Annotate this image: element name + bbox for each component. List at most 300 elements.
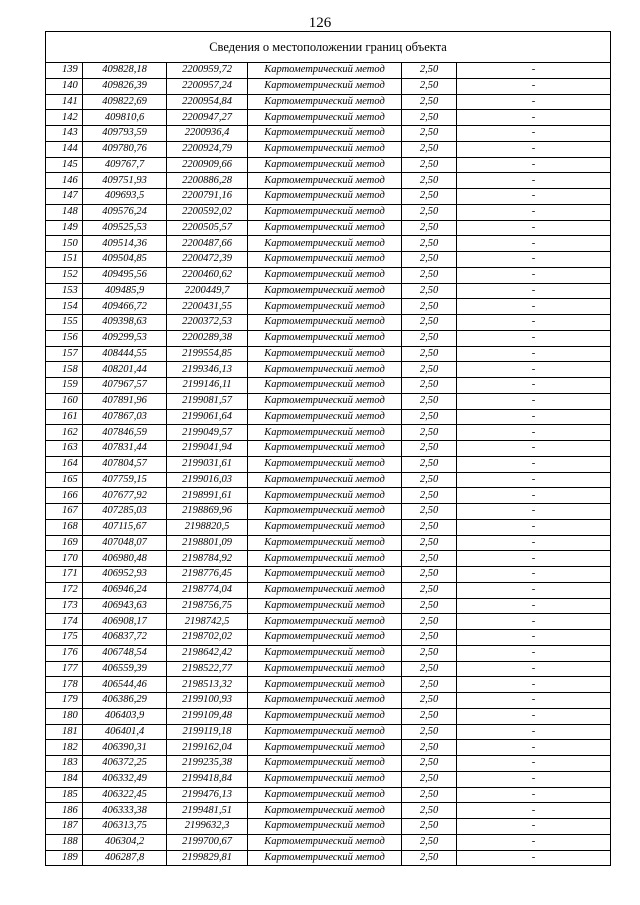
coordinate-y-cell: 2199081,57 xyxy=(167,393,248,409)
accuracy-cell: 2,50 xyxy=(402,299,457,315)
note-cell: - xyxy=(457,519,611,535)
note-cell: - xyxy=(457,236,611,252)
table-row xyxy=(46,519,611,535)
accuracy-cell: 2,50 xyxy=(402,315,457,331)
table-header-row xyxy=(46,32,611,63)
accuracy-cell: 2,50 xyxy=(402,567,457,583)
table-row xyxy=(46,315,611,331)
accuracy-cell: 2,50 xyxy=(402,519,457,535)
note-cell: - xyxy=(457,850,611,866)
point-number-cell: 165 xyxy=(46,472,83,488)
accuracy-cell: 2,50 xyxy=(402,267,457,283)
method-cell: Картометрический метод xyxy=(248,582,402,598)
point-number-cell: 163 xyxy=(46,441,83,457)
method-cell: Картометрический метод xyxy=(248,283,402,299)
point-number-cell: 160 xyxy=(46,393,83,409)
method-cell: Картометрический метод xyxy=(248,677,402,693)
coordinate-x-cell: 407846,59 xyxy=(83,425,167,441)
note-cell: - xyxy=(457,220,611,236)
method-cell: Картометрический метод xyxy=(248,519,402,535)
table-row xyxy=(46,819,611,835)
coordinate-x-cell: 407867,03 xyxy=(83,409,167,425)
method-cell: Картометрический метод xyxy=(248,409,402,425)
point-number-cell: 155 xyxy=(46,315,83,331)
method-cell: Картометрический метод xyxy=(248,330,402,346)
coordinate-x-cell: 406322,45 xyxy=(83,787,167,803)
accuracy-cell: 2,50 xyxy=(402,456,457,472)
table-row xyxy=(46,173,611,189)
coordinate-y-cell: 2199100,93 xyxy=(167,693,248,709)
coordinate-y-cell: 2199632,3 xyxy=(167,819,248,835)
coordinate-x-cell: 407831,44 xyxy=(83,441,167,457)
accuracy-cell: 2,50 xyxy=(402,630,457,646)
method-cell: Картометрический метод xyxy=(248,472,402,488)
accuracy-cell: 2,50 xyxy=(402,283,457,299)
point-number-cell: 139 xyxy=(46,63,83,79)
accuracy-cell: 2,50 xyxy=(402,614,457,630)
table-row xyxy=(46,456,611,472)
method-cell: Картометрический метод xyxy=(248,94,402,110)
coordinate-y-cell: 2198774,04 xyxy=(167,582,248,598)
coordinate-y-cell: 2200487,66 xyxy=(167,236,248,252)
note-cell: - xyxy=(457,724,611,740)
method-cell: Картометрический метод xyxy=(248,598,402,614)
point-number-cell: 185 xyxy=(46,787,83,803)
accuracy-cell: 2,50 xyxy=(402,708,457,724)
point-number-cell: 172 xyxy=(46,582,83,598)
coordinate-y-cell: 2200472,39 xyxy=(167,252,248,268)
accuracy-cell: 2,50 xyxy=(402,724,457,740)
point-number-cell: 187 xyxy=(46,819,83,835)
accuracy-cell: 2,50 xyxy=(402,362,457,378)
note-cell: - xyxy=(457,551,611,567)
coordinate-x-cell: 409504,85 xyxy=(83,252,167,268)
point-number-cell: 178 xyxy=(46,677,83,693)
accuracy-cell: 2,50 xyxy=(402,346,457,362)
method-cell: Картометрический метод xyxy=(248,173,402,189)
method-cell: Картометрический метод xyxy=(248,441,402,457)
coordinate-x-cell: 409485,9 xyxy=(83,283,167,299)
table-row xyxy=(46,252,611,268)
method-cell: Картометрический метод xyxy=(248,630,402,646)
table-row xyxy=(46,267,611,283)
boundary-table xyxy=(45,31,611,866)
table-row xyxy=(46,661,611,677)
accuracy-cell: 2,50 xyxy=(402,425,457,441)
coordinate-y-cell: 2199418,84 xyxy=(167,771,248,787)
method-cell: Картометрический метод xyxy=(248,110,402,126)
table-row xyxy=(46,362,611,378)
method-cell: Картометрический метод xyxy=(248,819,402,835)
accuracy-cell: 2,50 xyxy=(402,204,457,220)
point-number-cell: 147 xyxy=(46,189,83,205)
coordinate-x-cell: 406304,2 xyxy=(83,834,167,850)
accuracy-cell: 2,50 xyxy=(402,409,457,425)
note-cell: - xyxy=(457,141,611,157)
coordinate-y-cell: 2199109,48 xyxy=(167,708,248,724)
accuracy-cell: 2,50 xyxy=(402,693,457,709)
table-title: Сведения о местоположении границ объекта xyxy=(46,32,611,63)
table-row xyxy=(46,110,611,126)
note-cell: - xyxy=(457,110,611,126)
coordinate-y-cell: 2198702,02 xyxy=(167,630,248,646)
coordinate-y-cell: 2200592,02 xyxy=(167,204,248,220)
coordinate-y-cell: 2200909,66 xyxy=(167,157,248,173)
coordinate-x-cell: 407804,57 xyxy=(83,456,167,472)
method-cell: Картометрический метод xyxy=(248,425,402,441)
point-number-cell: 146 xyxy=(46,173,83,189)
coordinate-x-cell: 409398,63 xyxy=(83,315,167,331)
coordinate-x-cell: 406544,46 xyxy=(83,677,167,693)
coordinate-x-cell: 406980,48 xyxy=(83,551,167,567)
table-row xyxy=(46,78,611,94)
table-row xyxy=(46,488,611,504)
accuracy-cell: 2,50 xyxy=(402,771,457,787)
point-number-cell: 189 xyxy=(46,850,83,866)
accuracy-cell: 2,50 xyxy=(402,94,457,110)
method-cell: Картометрический метод xyxy=(248,220,402,236)
note-cell: - xyxy=(457,456,611,472)
coordinate-y-cell: 2198742,5 xyxy=(167,614,248,630)
accuracy-cell: 2,50 xyxy=(402,661,457,677)
point-number-cell: 158 xyxy=(46,362,83,378)
note-cell: - xyxy=(457,787,611,803)
table-row xyxy=(46,441,611,457)
accuracy-cell: 2,50 xyxy=(402,252,457,268)
coordinate-y-cell: 2199346,13 xyxy=(167,362,248,378)
coordinate-x-cell: 407967,57 xyxy=(83,378,167,394)
table-row xyxy=(46,850,611,866)
coordinate-x-cell: 409751,93 xyxy=(83,173,167,189)
method-cell: Картометрический метод xyxy=(248,850,402,866)
coordinate-x-cell: 406559,39 xyxy=(83,661,167,677)
coordinate-y-cell: 2200924,79 xyxy=(167,141,248,157)
method-cell: Картометрический метод xyxy=(248,708,402,724)
point-number-cell: 167 xyxy=(46,504,83,520)
coordinate-x-cell: 406908,17 xyxy=(83,614,167,630)
method-cell: Картометрический метод xyxy=(248,252,402,268)
point-number-cell: 181 xyxy=(46,724,83,740)
table-row xyxy=(46,378,611,394)
accuracy-cell: 2,50 xyxy=(402,472,457,488)
point-number-cell: 173 xyxy=(46,598,83,614)
accuracy-cell: 2,50 xyxy=(402,551,457,567)
method-cell: Картометрический метод xyxy=(248,78,402,94)
point-number-cell: 166 xyxy=(46,488,83,504)
table-row xyxy=(46,220,611,236)
accuracy-cell: 2,50 xyxy=(402,850,457,866)
accuracy-cell: 2,50 xyxy=(402,677,457,693)
coordinate-x-cell: 409828,18 xyxy=(83,63,167,79)
accuracy-cell: 2,50 xyxy=(402,393,457,409)
method-cell: Картометрический метод xyxy=(248,645,402,661)
table-row xyxy=(46,330,611,346)
coordinate-y-cell: 2200449,7 xyxy=(167,283,248,299)
note-cell: - xyxy=(457,267,611,283)
note-cell: - xyxy=(457,393,611,409)
coordinate-y-cell: 2199481,51 xyxy=(167,803,248,819)
accuracy-cell: 2,50 xyxy=(402,535,457,551)
coordinate-x-cell: 409793,59 xyxy=(83,126,167,142)
coordinate-x-cell: 409826,39 xyxy=(83,78,167,94)
point-number-cell: 154 xyxy=(46,299,83,315)
coordinate-y-cell: 2199016,03 xyxy=(167,472,248,488)
table-row xyxy=(46,283,611,299)
method-cell: Картометрический метод xyxy=(248,787,402,803)
coordinate-y-cell: 2200936,4 xyxy=(167,126,248,142)
coordinate-y-cell: 2198756,75 xyxy=(167,598,248,614)
note-cell: - xyxy=(457,819,611,835)
accuracy-cell: 2,50 xyxy=(402,220,457,236)
note-cell: - xyxy=(457,189,611,205)
note-cell: - xyxy=(457,677,611,693)
note-cell: - xyxy=(457,425,611,441)
table-row xyxy=(46,787,611,803)
accuracy-cell: 2,50 xyxy=(402,236,457,252)
coordinate-y-cell: 2198801,09 xyxy=(167,535,248,551)
point-number-cell: 174 xyxy=(46,614,83,630)
coordinate-y-cell: 2199476,13 xyxy=(167,787,248,803)
accuracy-cell: 2,50 xyxy=(402,441,457,457)
note-cell: - xyxy=(457,362,611,378)
accuracy-cell: 2,50 xyxy=(402,740,457,756)
coordinate-y-cell: 2199049,57 xyxy=(167,425,248,441)
point-number-cell: 157 xyxy=(46,346,83,362)
coordinate-x-cell: 409495,56 xyxy=(83,267,167,283)
coordinate-x-cell: 407677,92 xyxy=(83,488,167,504)
accuracy-cell: 2,50 xyxy=(402,78,457,94)
method-cell: Картометрический метод xyxy=(248,724,402,740)
note-cell: - xyxy=(457,598,611,614)
coordinate-y-cell: 2198784,92 xyxy=(167,551,248,567)
note-cell: - xyxy=(457,645,611,661)
method-cell: Картометрический метод xyxy=(248,157,402,173)
coordinate-y-cell: 2199041,94 xyxy=(167,441,248,457)
point-number-cell: 182 xyxy=(46,740,83,756)
coordinate-x-cell: 406403,9 xyxy=(83,708,167,724)
coordinate-y-cell: 2199061,64 xyxy=(167,409,248,425)
table-row xyxy=(46,535,611,551)
note-cell: - xyxy=(457,504,611,520)
point-number-cell: 145 xyxy=(46,157,83,173)
method-cell: Картометрический метод xyxy=(248,141,402,157)
accuracy-cell: 2,50 xyxy=(402,110,457,126)
point-number-cell: 186 xyxy=(46,803,83,819)
table-row xyxy=(46,504,611,520)
note-cell: - xyxy=(457,756,611,772)
note-cell: - xyxy=(457,803,611,819)
method-cell: Картометрический метод xyxy=(248,740,402,756)
accuracy-cell: 2,50 xyxy=(402,378,457,394)
note-cell: - xyxy=(457,441,611,457)
point-number-cell: 161 xyxy=(46,409,83,425)
table-row xyxy=(46,299,611,315)
note-cell: - xyxy=(457,252,611,268)
accuracy-cell: 2,50 xyxy=(402,598,457,614)
coordinate-y-cell: 2199235,38 xyxy=(167,756,248,772)
coordinate-y-cell: 2198776,45 xyxy=(167,567,248,583)
note-cell: - xyxy=(457,630,611,646)
coordinate-y-cell: 2200791,16 xyxy=(167,189,248,205)
coordinate-y-cell: 2200289,38 xyxy=(167,330,248,346)
coordinate-x-cell: 406333,38 xyxy=(83,803,167,819)
method-cell: Картометрический метод xyxy=(248,267,402,283)
point-number-cell: 142 xyxy=(46,110,83,126)
point-number-cell: 141 xyxy=(46,94,83,110)
coordinate-y-cell: 2198642,42 xyxy=(167,645,248,661)
point-number-cell: 168 xyxy=(46,519,83,535)
table-row xyxy=(46,645,611,661)
point-number-cell: 140 xyxy=(46,78,83,94)
coordinate-y-cell: 2200954,84 xyxy=(167,94,248,110)
table-row xyxy=(46,677,611,693)
point-number-cell: 175 xyxy=(46,630,83,646)
table-row xyxy=(46,630,611,646)
coordinate-x-cell: 406313,75 xyxy=(83,819,167,835)
page-number: 126 xyxy=(308,15,332,31)
method-cell: Картометрический метод xyxy=(248,236,402,252)
coordinate-x-cell: 406390,31 xyxy=(83,740,167,756)
accuracy-cell: 2,50 xyxy=(402,756,457,772)
point-number-cell: 149 xyxy=(46,220,83,236)
table-row xyxy=(46,425,611,441)
coordinate-x-cell: 409299,53 xyxy=(83,330,167,346)
table-row xyxy=(46,567,611,583)
table-row xyxy=(46,740,611,756)
coordinate-y-cell: 2200957,24 xyxy=(167,78,248,94)
table-row xyxy=(46,189,611,205)
note-cell: - xyxy=(457,771,611,787)
method-cell: Картометрический метод xyxy=(248,771,402,787)
coordinate-y-cell: 2200947,27 xyxy=(167,110,248,126)
coordinate-x-cell: 409810,6 xyxy=(83,110,167,126)
accuracy-cell: 2,50 xyxy=(402,126,457,142)
table-row xyxy=(46,236,611,252)
method-cell: Картометрический метод xyxy=(248,204,402,220)
note-cell: - xyxy=(457,708,611,724)
note-cell: - xyxy=(457,740,611,756)
point-number-cell: 143 xyxy=(46,126,83,142)
note-cell: - xyxy=(457,409,611,425)
table-row xyxy=(46,157,611,173)
note-cell: - xyxy=(457,661,611,677)
method-cell: Картометрический метод xyxy=(248,803,402,819)
accuracy-cell: 2,50 xyxy=(402,645,457,661)
table-row xyxy=(46,708,611,724)
coordinate-x-cell: 406837,72 xyxy=(83,630,167,646)
point-number-cell: 169 xyxy=(46,535,83,551)
note-cell: - xyxy=(457,567,611,583)
accuracy-cell: 2,50 xyxy=(402,803,457,819)
coordinate-x-cell: 406943,63 xyxy=(83,598,167,614)
coordinate-x-cell: 409514,36 xyxy=(83,236,167,252)
method-cell: Картометрический метод xyxy=(248,693,402,709)
coordinate-y-cell: 2200959,72 xyxy=(167,63,248,79)
accuracy-cell: 2,50 xyxy=(402,141,457,157)
accuracy-cell: 2,50 xyxy=(402,819,457,835)
coordinate-y-cell: 2198522,77 xyxy=(167,661,248,677)
method-cell: Картометрический метод xyxy=(248,346,402,362)
point-number-cell: 180 xyxy=(46,708,83,724)
coordinate-y-cell: 2199119,18 xyxy=(167,724,248,740)
coordinate-y-cell: 2200886,28 xyxy=(167,173,248,189)
note-cell: - xyxy=(457,330,611,346)
method-cell: Картометрический метод xyxy=(248,378,402,394)
coordinate-x-cell: 409780,76 xyxy=(83,141,167,157)
point-number-cell: 153 xyxy=(46,283,83,299)
accuracy-cell: 2,50 xyxy=(402,488,457,504)
note-cell: - xyxy=(457,378,611,394)
table-row xyxy=(46,141,611,157)
point-number-cell: 179 xyxy=(46,693,83,709)
note-cell: - xyxy=(457,204,611,220)
table-row xyxy=(46,756,611,772)
table-row xyxy=(46,582,611,598)
accuracy-cell: 2,50 xyxy=(402,787,457,803)
point-number-cell: 171 xyxy=(46,567,83,583)
table-row xyxy=(46,834,611,850)
method-cell: Картометрический метод xyxy=(248,126,402,142)
method-cell: Картометрический метод xyxy=(248,63,402,79)
note-cell: - xyxy=(457,315,611,331)
coordinate-y-cell: 2198991,61 xyxy=(167,488,248,504)
method-cell: Картометрический метод xyxy=(248,614,402,630)
point-number-cell: 170 xyxy=(46,551,83,567)
method-cell: Картометрический метод xyxy=(248,834,402,850)
note-cell: - xyxy=(457,346,611,362)
coordinate-y-cell: 2199031,61 xyxy=(167,456,248,472)
note-cell: - xyxy=(457,535,611,551)
coordinate-x-cell: 406952,93 xyxy=(83,567,167,583)
coordinate-y-cell: 2199829,81 xyxy=(167,850,248,866)
note-cell: - xyxy=(457,614,611,630)
method-cell: Картометрический метод xyxy=(248,315,402,331)
accuracy-cell: 2,50 xyxy=(402,504,457,520)
accuracy-cell: 2,50 xyxy=(402,330,457,346)
table-row xyxy=(46,94,611,110)
accuracy-cell: 2,50 xyxy=(402,834,457,850)
table-row xyxy=(46,551,611,567)
coordinate-x-cell: 409576,24 xyxy=(83,204,167,220)
table-row xyxy=(46,693,611,709)
coordinate-x-cell: 407759,15 xyxy=(83,472,167,488)
accuracy-cell: 2,50 xyxy=(402,63,457,79)
coordinate-x-cell: 406332,49 xyxy=(83,771,167,787)
coordinate-x-cell: 407285,03 xyxy=(83,504,167,520)
method-cell: Картометрический метод xyxy=(248,535,402,551)
method-cell: Картометрический метод xyxy=(248,362,402,378)
note-cell: - xyxy=(457,94,611,110)
coordinate-x-cell: 406946,24 xyxy=(83,582,167,598)
table-row xyxy=(46,126,611,142)
coordinate-y-cell: 2199146,11 xyxy=(167,378,248,394)
note-cell: - xyxy=(457,126,611,142)
point-number-cell: 188 xyxy=(46,834,83,850)
note-cell: - xyxy=(457,693,611,709)
accuracy-cell: 2,50 xyxy=(402,157,457,173)
coordinate-x-cell: 406386,29 xyxy=(83,693,167,709)
coordinate-y-cell: 2198820,5 xyxy=(167,519,248,535)
coordinate-y-cell: 2198513,32 xyxy=(167,677,248,693)
note-cell: - xyxy=(457,834,611,850)
table-row xyxy=(46,771,611,787)
coordinate-x-cell: 409693,5 xyxy=(83,189,167,205)
accuracy-cell: 2,50 xyxy=(402,173,457,189)
method-cell: Картометрический метод xyxy=(248,299,402,315)
method-cell: Картометрический метод xyxy=(248,567,402,583)
coordinate-x-cell: 409767,7 xyxy=(83,157,167,173)
note-cell: - xyxy=(457,299,611,315)
